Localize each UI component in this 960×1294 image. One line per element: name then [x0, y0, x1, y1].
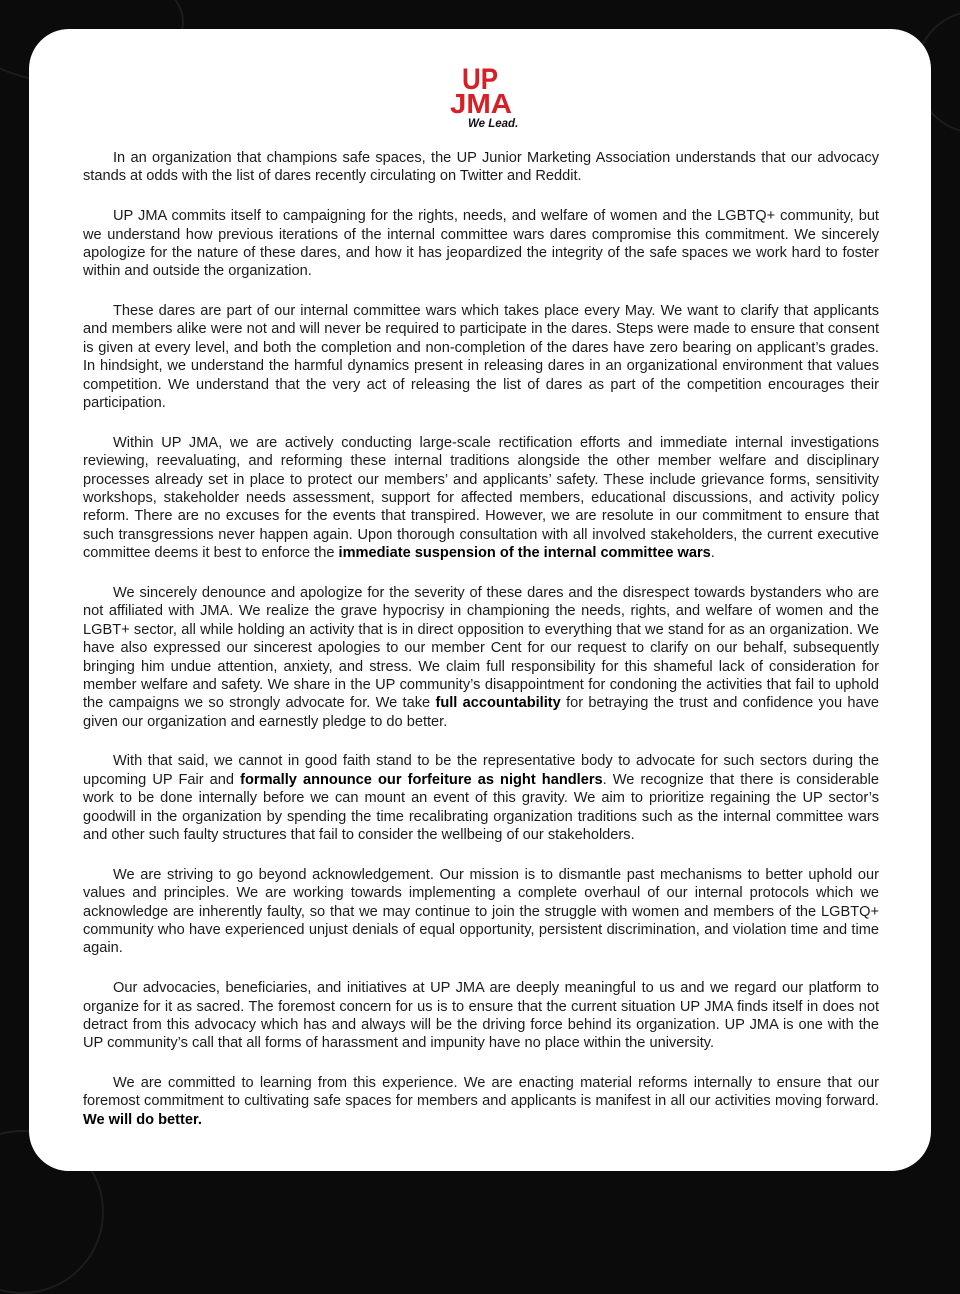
paragraph-9-text: We are committed to learning from this experience. We are enacting material reforms internally to ensure that our foremost commitment to cultivating safe spaces for members and applicants is manifest in all our activities moving forward.	[83, 1075, 879, 1110]
statement-card	[29, 29, 931, 1171]
paragraph-6-text: With that said, we cannot in good faith stand to be the representative body to advocate for such sectors during the upcoming UP Fair and	[83, 753, 879, 788]
paragraph-5-end: for betraying the trust and confidence you have given our organization and earnestly pledge to do better.	[83, 695, 880, 730]
up-jma-logo-mark	[436, 63, 526, 133]
paragraph-4-end: .	[710, 545, 715, 562]
paragraph-9-emphasis: We will do better.	[83, 1111, 202, 1128]
paragraph-3: These dares are part of our internal committee wars which takes place every May. We want to clarify that applicants and members alike were not and will never be required to participate in the dares. Steps were made to ensure that consent is given at every level, and both the completion and non-completion of the dares have zero bearing on applicant’s grades. In hindsight, we understand the harmful dynamics present in releasing dares in an organizational environment that values competition. We understand that the very act of releasing the list of dares as part of the competition encourages their participation.	[83, 303, 879, 412]
paragraph-4	[83, 434, 879, 563]
paragraph-4-text: Within UP JMA, we are actively conducting large-scale rectification efforts and immediate internal investigations reviewing, reevaluating, and reforming these internal traditions alongside the other member welfare and disciplinary processes already set in place to protect our members’ and applicants’ safety. These include grievance forms, sensitivity workshops, stakeholder needs assessment, support for affected members, educational discussions, and activity policy reform. There are no excuses for the events that transpired. However, we are resolute in our commitment to ensure that such transgressions never happen again. Upon thorough consultation with all involved stakeholders, the current executive committee deems it best to enforce the	[83, 434, 879, 562]
paragraph-5-text: We sincerely denounce and apologize for the severity of these dares and the disrespect towards bystanders who are not affiliated with JMA. We realize the grave hypocrisy in championing the needs, rights, and welfare of women and the LGBT+ sector, all while holding an activity that is in direct opposition to everything that we stand for as an organization. We have also expressed our sincerest apologies to our member Cent for our request to clarify on our behalf, subsequently bringing him undue attention, anxiety, and stress. We claim full responsibility for this shameful lack of consideration for member welfare and safety. We share in the UP community’s disappointment for condoning the activities that fail to uphold the campaigns we so strongly advocate for. We take	[83, 584, 879, 712]
paragraph-5-emphasis: full accountability	[435, 695, 561, 712]
paragraph-6	[83, 752, 879, 844]
paragraph-7: We are striving to go beyond acknowledgement. Our mission is to dismantle past mechanisms to better uphold our values and principles. We are working towards implementing a complete overhaul of our internal protocols which we acknowledge are inherently faulty, so that we may continue to join the struggle with women and members of the LGBTQ+ community who have experienced unjust denials of equal opportunity, persistent discrimination, and violation time and time again.	[83, 866, 879, 957]
logo-line-1: UP	[462, 63, 498, 96]
paragraph-9	[83, 1074, 879, 1129]
logo-tagline: We Lead.	[468, 118, 519, 130]
statement-body	[83, 149, 879, 1129]
paragraph-6-end: . We recognize that there is considerable work to be done internally before we can mount an event of this gravity. We aim to prioritize regaining the UP sector’s goodwill in the organization by spending the time recalibrating organization traditions such as the internal committee wars and other such faulty structures that fail to consider the wellbeing of our stakeholders.	[83, 771, 879, 844]
paragraph-8: Our advocacies, beneficiaries, and initiatives at UP JMA are deeply meaningful to us and we regard our platform to organize for it as sacred. The foremost concern for us is to ensure that the current situation UP JMA finds itself in does not detract from this advocacy which has and always will be the driving force behind its organization. UP JMA is one with the UP community’s call that all forms of harassment and impunity have no place within the university.	[83, 980, 879, 1052]
paragraph-1: In an organization that champions safe spaces, the UP Junior Marketing Association understands that our advocacy stands at odds with the list of dares recently circulating on Twitter and Reddit.	[83, 150, 879, 185]
paragraph-2: UP JMA commits itself to campaigning for the rights, needs, and welfare of women and the LGBTQ+ community, but we understand how previous iterations of the internal committee wars dares compromise this commitment. We sincerely apologize for the nature of these dares, and how it has jeopardized the integrity of the safe spaces we work hard to foster within and outside the organization.	[83, 208, 879, 280]
paragraph-4-emphasis: immediate suspension of the internal committee wars	[338, 545, 711, 562]
up-jma-logo	[436, 63, 526, 133]
paragraph-6-emphasis: formally announce our forfeiture as night handlers	[240, 771, 603, 788]
paragraph-5	[83, 584, 879, 731]
logo-line-2: JMA	[450, 88, 512, 119]
